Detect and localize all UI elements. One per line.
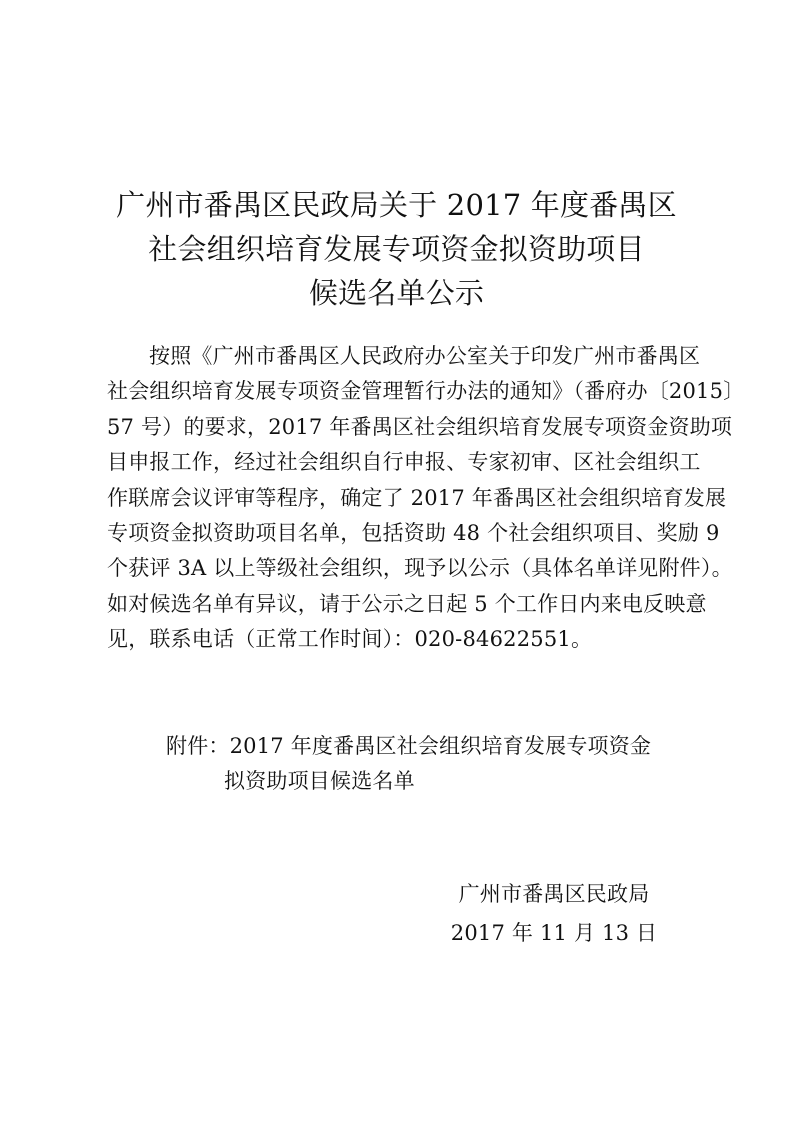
document-title: [105, 183, 688, 315]
body-line-3: 57 号）的要求，2017 年番禺区社会组织培育发展专项资金资助项: [107, 414, 733, 439]
attachment-note: [166, 729, 666, 800]
title-line-1: 广州市番禺区民政局关于 2017 年度番禺区: [116, 188, 677, 222]
body-line-1: 按照《广州市番禺区人民政府办公室关于印发广州市番禺区: [149, 344, 701, 368]
body-line-6: 专项资金拟资助项目名单，包括资助 48 个社会组织项目、奖励 9: [107, 520, 720, 545]
body-line-7: 个获评 3A 以上等级社会组织，现予以公示（具体名单详见附件）。: [107, 556, 733, 581]
title-line-2: 社会组织培育发展专项资金拟资助项目: [148, 232, 645, 266]
body-line-5: 作联席会议评审等程序，确定了 2017 年番禺区社会组织培育发展: [107, 485, 727, 510]
title-line-3: 候选名单公示: [308, 276, 485, 310]
attachment-line-1: 附件：2017 年度番禺区社会组织培育发展专项资金: [166, 734, 652, 758]
issue-date: 2017 年 11 月 13 日: [450, 921, 658, 945]
issuing-office: 广州市番禺区民政局: [458, 882, 650, 906]
body-line-8: 如对候选名单有异议，请于公示之日起 5 个工作日内来电反映意: [107, 591, 707, 616]
body-line-9: 见，联系电话（正常工作时间）：020-84622551。: [107, 627, 593, 652]
body-line-4: 目申报工作，经过社会组织自行申报、专家初审、区社会组织工: [107, 450, 701, 475]
notice-body: [107, 339, 745, 658]
attachment-line-2: 拟资助项目候选名单: [224, 769, 415, 794]
signature-block: [424, 875, 684, 953]
body-line-2: 社会组织培育发展专项资金管理暂行办法的通知》（番府办〔2015〕: [107, 379, 745, 404]
